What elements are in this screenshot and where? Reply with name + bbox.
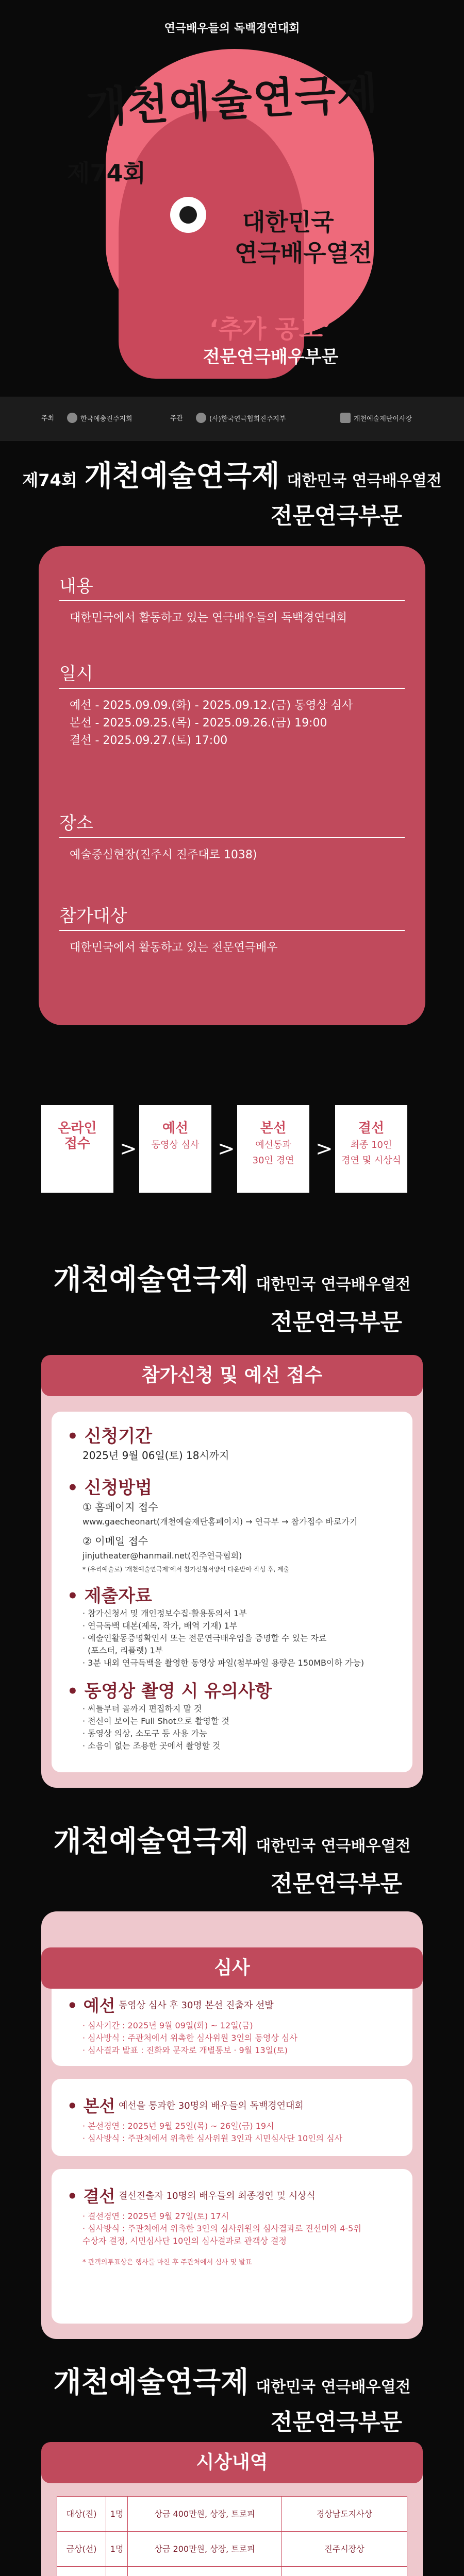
apply-video-label: • 동영상 촬영 시 유의사항	[67, 1681, 272, 1702]
section-header-2: 개천예술연극제 대한민국 연극배우열전	[53, 1263, 411, 1297]
sponsor-organizer-label: 주관	[170, 415, 184, 422]
hero-extra-call: ‘추가 공모’	[209, 315, 333, 344]
arrow-icon: >	[120, 1137, 137, 1161]
review-prelim-card: • 예선 동영상 심사 후 30명 본선 진출자 선발 · 심사기간 : 2025년 9월 09일(화) ~ 12일(금) · 심사방식 : 주관처에서 위촉한 심사위원 3인의 동영상 심사 · 심사결과 발표 : 진화와 문자로 개별통보 · 9월 13일(토)	[52, 1978, 412, 2066]
sponsor-host-label: 주최	[41, 415, 55, 422]
info-content: 내용 대한민국에서 활동하고 있는 연극배우들의 독백경연대회	[59, 572, 405, 627]
info-target: 참가대상 대한민국에서 활동하고 있는 전문연극배우	[59, 902, 405, 957]
header-sub: 대한민국 연극배우열전	[287, 472, 442, 490]
sponsor-1: 한국예총진주지회	[67, 413, 132, 423]
apply-panel	[41, 1355, 423, 1788]
award-cell-rank	[57, 2567, 106, 2576]
apply-method-label: • 신청방법	[67, 1478, 152, 1498]
award-cell-prize: 상금 400만원, 상장, 트로피	[128, 2497, 282, 2532]
step-prelim: 예선 동영상 심사	[139, 1105, 211, 1193]
award-cell-giver: 진주시장상	[281, 2532, 407, 2567]
info-box	[39, 546, 425, 1025]
apply-period: 2025년 9월 06일(토) 18시까지	[82, 1449, 229, 1462]
awards-bar: 시상내역	[41, 2442, 423, 2483]
arrow-icon: >	[218, 1137, 235, 1161]
header-main: 개천예술연극제	[84, 459, 280, 493]
award-cell-rank: 대상(진)	[57, 2497, 106, 2532]
sponsor-bar	[0, 397, 464, 440]
eye-pupil-icon	[179, 206, 197, 224]
award-cell-count	[106, 2567, 128, 2576]
award-cell-prize: 상금 200만원, 상장, 트로피	[128, 2532, 282, 2567]
award-cell-rank: 금상(선)	[57, 2532, 106, 2567]
hero-subtitle-2: 연극배우열전	[235, 239, 372, 267]
sponsor-3: 개천예술재단이사장	[340, 413, 412, 423]
sponsor-logo-icon	[67, 413, 77, 423]
award-row	[57, 2497, 407, 2532]
section-header-3: 개천예술연극제 대한민국 연극배우열전	[53, 1824, 411, 1858]
award-row	[57, 2532, 407, 2567]
award-cell-prize	[128, 2567, 282, 2576]
hero-section	[0, 0, 464, 397]
hero-title: 개천예술연극제	[84, 68, 380, 133]
review-final-card: • 결선 결선진출자 10명의 배우들의 최종경연 및 시상식 · 결선경연 : 2025년 9월 27일(토) 17시 · 심사방식 : 주관처에서 위촉한 3인의 심사위원의 심사결과로 진선미와 4-5위 수상자 결정, 시민심사단 10인의 심사결과로 관객상 결정 * 관객의투표상은 행사를 마친 후 주관처에서 심사 및 발표	[52, 2169, 412, 2324]
step-main: 본선 예선통과 30인 경연	[237, 1105, 309, 1193]
sponsor-logo-icon	[340, 413, 351, 423]
review-main-card: • 본선 예선을 통과한 30명의 배우들의 독백경연대회 · 본선경연 : 2025년 9월 25일(목) ~ 26일(금) 19시 · 심사방식 : 주관처에서 위촉한 심사위원 3인과 시민심사단 10인의 심사	[52, 2079, 412, 2156]
sponsor-2: (사)한국연극협회진주지부	[196, 413, 286, 423]
sponsor-logo-icon	[196, 413, 206, 423]
header-category: 전문연극부문	[270, 1871, 402, 1897]
award-cell-giver	[281, 2567, 407, 2576]
apply-card: • 신청기간 2025년 9월 06일(토) 18시까지 • 신청방법 ① 홈페이지 접수 www.gaecheonart(개천예술재단홈페이지) → 연극부 → 참가접수 바로가기 ② 이메일 접수 jinjutheater@hanmail.net(진주연극협회) * (우리예술로) ‘개천예술연극제’에서 참가신청서양식 다운받아 작성 후, 제출 • 제출자료 · 참가신청서 및 개인정보수집·활용동의서 1부 · 연극독백 대본(제목, 작가, 배역 기재) 1부 · 예술인활동증명확인서 또는 전문연극배우임을 증명할 수 있는 자료 (포스터, 리플렛) 1부 · 3분 내외 연극독백을 촬영한 동영상 파일(첨부파일 용량은 150MB이하 가능) • 동영상 촬영 시 유의사항 · 씨틀부터 골까지 편집하지 말 것 · 전신이 보이는 Full Shot으로 촬영할 것 · 동영상 의상, 소도구 등 사용 가능 · 소음이 없는 조용한 곳에서 촬영할 것	[52, 1412, 412, 1772]
review-bar: 심사	[41, 1947, 423, 1989]
apply-video-list: · 씨틀부터 골까지 편집하지 말 것 · 전신이 보이는 Full Shot으로 촬영할 것 · 동영상 의상, 소도구 등 사용 가능 · 소음이 없는 조용한 곳에서 촬영할 것	[82, 1704, 229, 1751]
awards-table	[57, 2496, 407, 2576]
header-edition: 제74회	[22, 470, 77, 490]
apply-period-label: • 신청기간	[67, 1426, 152, 1447]
arrow-icon: >	[316, 1137, 333, 1161]
header-category: 전문연극부문	[270, 503, 402, 529]
award-cell-giver: 경상남도지사상	[281, 2497, 407, 2532]
header-category: 전문연극부문	[270, 2409, 402, 2435]
step-online: 온라인 접수	[41, 1105, 113, 1193]
apply-docs-label: • 제출자료	[67, 1586, 152, 1606]
apply-docs-list: · 참가신청서 및 개인정보수집·활용동의서 1부 · 연극독백 대본(제목, 작가, 배역 기재) 1부 · 예술인활동증명확인서 또는 전문연극배우임을 증명할 수 있는 자료 (포스터, 리플렛) 1부 · 3분 내외 연극독백을 촬영한 동영상 파일(첨부파일 용량은 150MB이하 가능)	[82, 1608, 364, 1668]
award-cell-count: 1명	[106, 2497, 128, 2532]
award-row	[57, 2567, 407, 2576]
award-cell-count: 1명	[106, 2532, 128, 2567]
info-place: 장소 예술중심현장(진주시 진주대로 1038)	[59, 809, 405, 864]
hero-edition: 제74회	[67, 159, 146, 187]
process-steps	[0, 1105, 464, 1193]
hero-top-label: 연극배우들의 독백경연대회	[164, 22, 300, 35]
section-header-4: 개천예술연극제 대한민국 연극배우열전	[53, 2365, 411, 2399]
section-header-1	[0, 453, 464, 495]
hero-subtitle-1: 대한민국	[242, 208, 334, 236]
hero-category: 전문연극배우부문	[203, 347, 339, 367]
info-dates: 일시 예선 - 2025.09.09.(화) - 2025.09.12.(금) 동영상 심사 본선 - 2025.09.25.(목) - 2025.09.26.(금) 19:00 결선 - 2025.09.27.(토) 17:00	[59, 659, 405, 750]
apply-bar: 참가신청 및 예선 접수	[41, 1355, 423, 1396]
step-final: 결선 최종 10인 경연 및 시상식	[335, 1105, 407, 1193]
header-category: 전문연극부문	[270, 1309, 402, 1335]
